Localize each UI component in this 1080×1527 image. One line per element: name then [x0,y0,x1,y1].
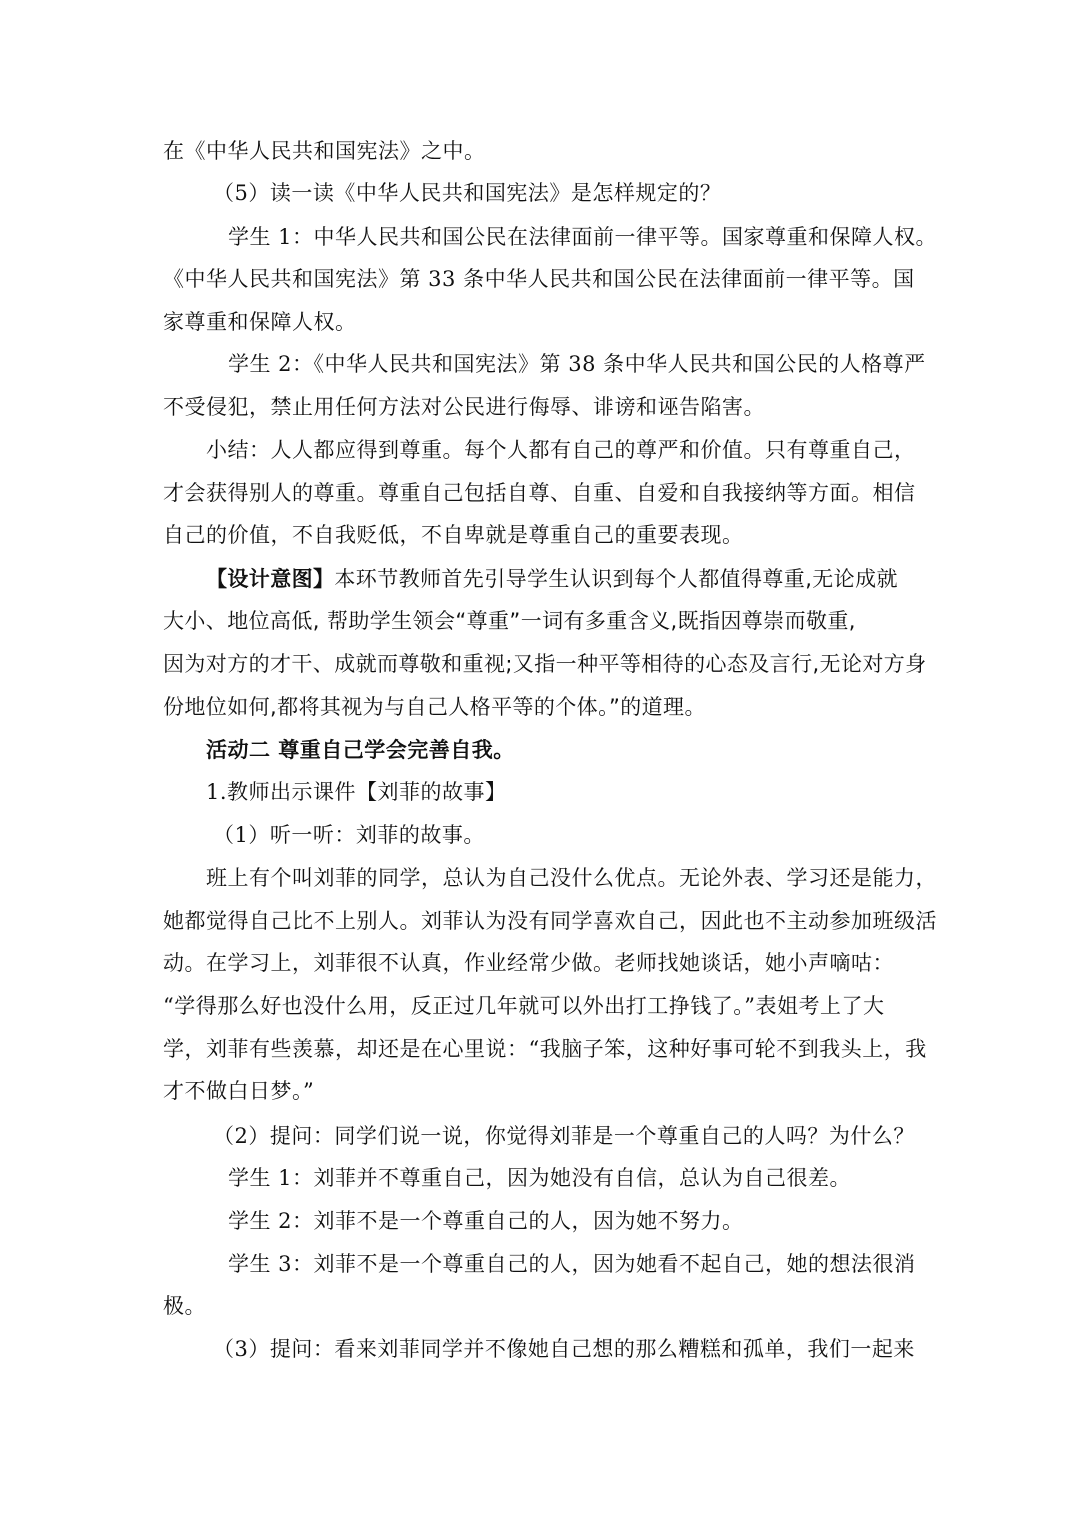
text-line-10: 自己的价值，不自我贬低，不自卑就是尊重自己的重要表现。 [163,523,744,547]
text-line-22: 学，刘菲有些羡慕，却还是在心里说：“我脑子笨，这种好事可轮不到我头上，我 [163,1037,927,1061]
text-line-7: 不受侵犯，禁止用任何方法对公民进行侮辱、诽谤和诬告陷害。 [163,395,765,419]
design-intent-line-1: 【设计意图】本环节教师首先引导学生认识到每个人都值得尊重,无论成就 [206,567,898,591]
text-line-17: （1）听一听：刘菲的故事。 [213,823,485,847]
text-line-19: 她都觉得自己比不上别人。刘菲认为没有同学喜欢自己，因此也不主动参加班级活 [163,909,937,933]
text-line-9: 才会获得别人的尊重。尊重自己包括自尊、自重、自爱和自我接纳等方面。相信 [163,481,916,505]
activity-heading: 活动二 尊重自己学会完善自我。 [206,737,515,762]
text-line-26: 学生 2：刘菲不是一个尊重自己的人，因为她不努力。 [228,1209,744,1233]
text-line-16: 1.教师出示课件【刘菲的故事】 [206,780,507,804]
text-line-2: （5）读一读《中华人民共和国宪法》是怎样规定的？ [213,181,722,205]
text-line-21: “学得那么好也没什么用，反正过几年就可以外出打工挣钱了。”表姐考上了大 [163,994,885,1018]
design-intent-line-3: 因为对方的才干、成就而尊敬和重视;又指一种平等相待的心态及言行,无论对方身 [163,652,927,676]
text-line-23: 才不做白日梦。” [163,1079,315,1103]
design-intent-label: 【设计意图】 [206,567,335,591]
text-line-8: 小结：人人都应得到尊重。每个人都有自己的尊严和价值。只有尊重自己， [206,438,916,462]
design-intent-line-2: 大小、地位高低, 帮助学生领会“尊重”一词有多重含义,既指因尊崇而敬重, [163,609,856,633]
text-line-20: 动。在学习上，刘菲很不认真，作业经常少做。老师找她谈话，她小声嘀咕： [163,951,894,975]
text-line-27: 学生 3：刘菲不是一个尊重自己的人，因为她看不起自己，她的想法很消 [228,1252,916,1276]
text-line-29: （3）提问：看来刘菲同学并不像她自己想的那么糟糕和孤单，我们一起来 [213,1337,915,1361]
text-line-28: 极。 [163,1294,206,1318]
text-line-4: 《中华人民共和国宪法》第 33 条中华人民共和国公民在法律面前一律平等。国 [163,267,915,291]
text-line-18: 班上有个叫刘菲的同学，总认为自己没什么优点。无论外表、学习还是能力， [206,866,937,890]
text-line-1: 在《中华人民共和国宪法》之中。 [163,139,486,163]
text-line-3: 学生 1：中华人民共和国公民在法律面前一律平等。国家尊重和保障人权。 [228,225,938,249]
text-line-25: 学生 1：刘菲并不尊重自己，因为她没有自信，总认为自己很差。 [228,1166,852,1190]
design-intent-line-4: 份地位如何,都将其视为与自己人格平等的个体。”的道理。 [163,695,706,719]
text-line-6: 学生 2：《中华人民共和国宪法》第 38 条中华人民共和国公民的人格尊严 [228,352,926,376]
text-line-5: 家尊重和保障人权。 [163,310,357,334]
text-line-24: （2）提问：同学们说一说，你觉得刘菲是一个尊重自己的人吗？为什么？ [213,1124,915,1148]
